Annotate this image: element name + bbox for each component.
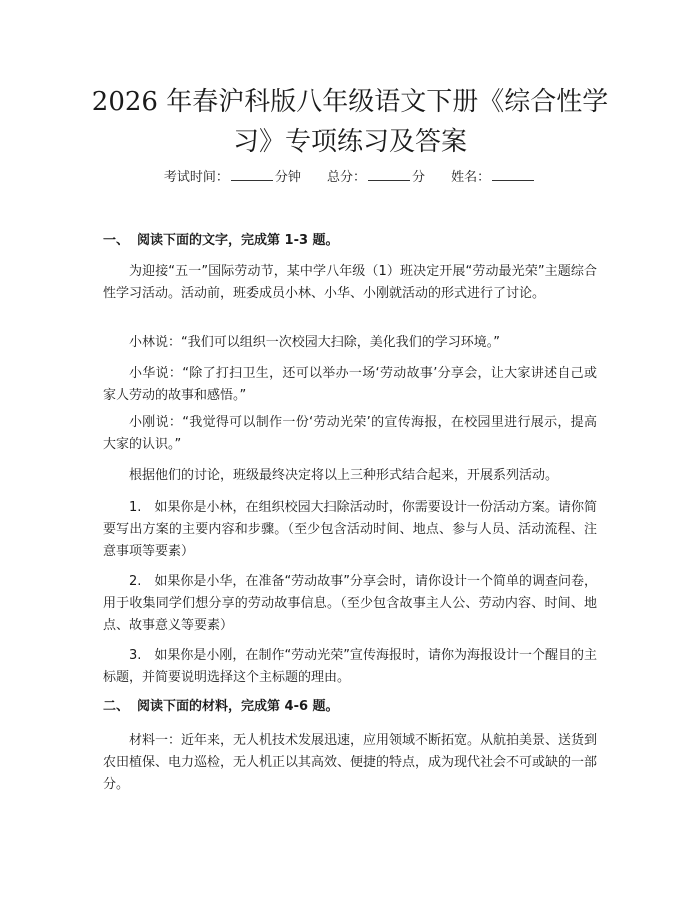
section-1-paragraph: 为迎接“五一”国际劳动节，某中学八年级（1）班决定开展“劳动最光荣”主题综合性学习活动。活动前，班委成员小林、小华、小刚就活动的形式进行了讨论。	[103, 264, 597, 301]
page-title	[60, 82, 640, 162]
total-score-label: 总分：	[326, 170, 366, 185]
section-1-title: 阅读下面的文字，完成第 1-3 题。	[137, 233, 339, 248]
section-1-heading	[103, 230, 623, 252]
section-1-paragraph: 根据他们的讨论，班级最终决定将以上三种形式结合起来，开展系列活动。	[129, 468, 559, 483]
name-field	[451, 170, 536, 185]
question-2: 2. 如果你是小华，在准备“劳动故事”分享会时，请你设计一个简单的调查问卷，用于收集同学们想分享的劳动故事信息。（至少包含故事主人公、劳动内容、时间、地点、故事意义等要素）	[103, 574, 597, 633]
total-score-unit: 分	[412, 170, 426, 185]
title-line-1: 2026 年春沪科版八年级语文下册《综合性学	[91, 87, 609, 117]
section-1-paragraph: 小华说：“除了打扫卫生，还可以举办一场‘劳动故事’分享会，让大家讲述自己或家人劳动的故事和感悟。”	[103, 366, 597, 403]
total-score-field	[327, 170, 425, 185]
exam-time-label: 考试时间：	[163, 170, 229, 185]
title-line-2: 习》专项练习及答案	[232, 127, 467, 157]
exam-time-unit: 分钟	[274, 170, 301, 185]
section-2-paragraph: 材料一：近年来，无人机技术发展迅速，应用领域不断拓宽。从航拍美景、送货到农田植保、电力巡检，无人机正以其高效、便捷的特点，成为现代社会不可或缺的一部分。	[103, 733, 598, 792]
section-2-number: 二、	[103, 699, 130, 714]
question-1: 1. 如果你是小林，在组织校园大扫除活动时，你需要设计一份活动方案。请你简要写出方案的主要内容和步骤。（至少包含活动时间、地点、参与人员、活动流程、注意事项等要素）	[103, 500, 597, 559]
name-blank	[492, 168, 534, 181]
section-1-number: 一、	[103, 233, 130, 248]
exam-time-field	[164, 170, 301, 185]
section-2-heading	[103, 696, 623, 718]
section-1-paragraph: 小刚说：“我觉得可以制作一份‘劳动光荣’的宣传海报，在校园里进行展示，提高大家的认识。”	[103, 415, 597, 452]
section-2-title: 阅读下面的材料，完成第 4-6 题。	[137, 699, 339, 714]
name-label: 姓名：	[451, 170, 491, 185]
total-score-blank	[368, 168, 410, 181]
section-1-paragraph: 小林说：“我们可以组织一次校园大扫除，美化我们的学习环境。”	[129, 335, 500, 350]
exam-time-blank	[231, 168, 273, 181]
question-3: 3. 如果你是小刚，在制作“劳动光荣”宣传海报时，请你为海报设计一个醒目的主标题，并简要说明选择这个主标题的理由。	[103, 648, 597, 685]
exam-info-line	[60, 168, 640, 188]
